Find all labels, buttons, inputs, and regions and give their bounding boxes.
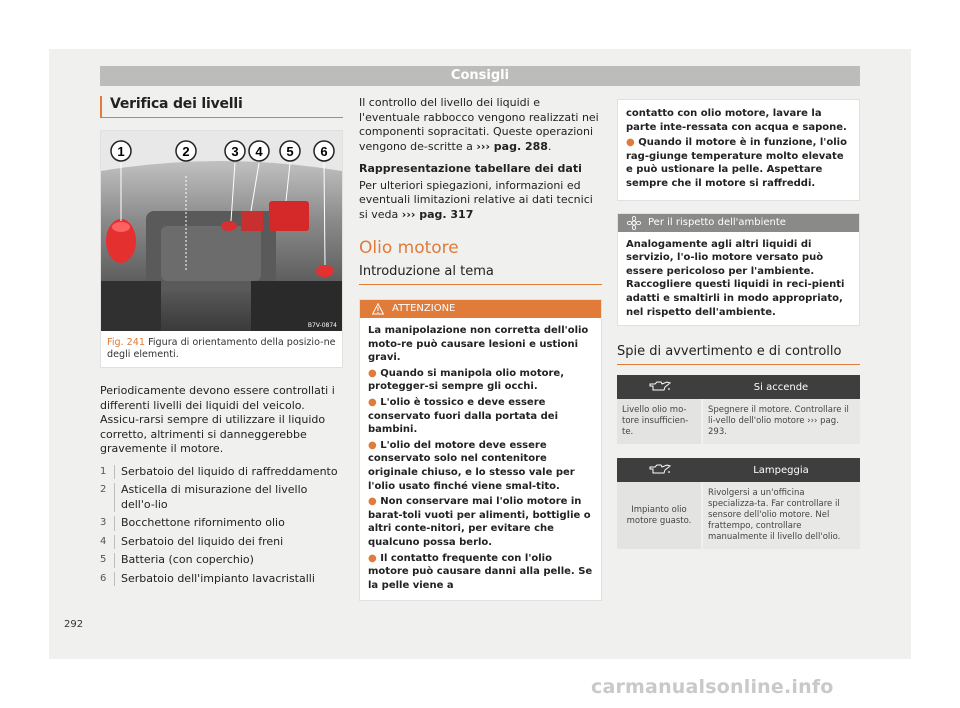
chapter-title: Olio motore [359, 238, 459, 258]
item-text: Serbatoio del liquido di raffreddamento [121, 464, 338, 478]
watermark: carmanualsonline.info [591, 676, 834, 698]
oil-can-icon [617, 458, 702, 482]
component-list [100, 465, 343, 587]
callout-4 [249, 141, 269, 161]
warning-box [359, 299, 602, 601]
callout-1 [111, 141, 131, 161]
intro-paragraph: Periodicamente devono essere controllati i differenti livelli dei liquidi del veicolo. Assicu-rarsi sempre di utilizzare il liquido corretto, altrimenti si danneggerebbe gravemente il motore. [100, 384, 335, 455]
item-text: Bocchettone rifornimento olio [121, 516, 285, 529]
table-cell: Livello olio mo-tore insufficien-te. [617, 399, 702, 444]
item-number: 6 [100, 572, 115, 587]
figure-number: Fig. 241 [107, 337, 145, 348]
item-text: Batteria (con coperchio) [121, 553, 254, 566]
page-reference-link[interactable]: ››› pag. 288 [476, 139, 548, 153]
item-number: 3 [100, 516, 115, 531]
column-left [100, 96, 343, 590]
callout-6 [314, 141, 334, 161]
warning-triangle-icon [372, 303, 384, 315]
paragraph-text: Per ulteriori spiegazioni, informazioni ed eventuali limitazioni relative ai dati tecnici si veda [359, 178, 593, 221]
paragraph-text: Il controllo del livello dei liquidi e l'eventuale rabbocco vengono realizzati nei componenti sopracitati. Queste operazioni vengono de-scritte a [359, 96, 599, 153]
column-middle [359, 96, 602, 601]
list-item [100, 553, 343, 568]
environment-title: Per il rispetto dell'ambiente [648, 216, 786, 228]
list-item [100, 483, 343, 512]
svg-text:4: 4 [255, 144, 263, 159]
warning-continuation [617, 99, 860, 201]
oil-can-icon [617, 375, 702, 399]
item-text: Serbatoio del liquido dei freni [121, 534, 284, 548]
subsection-title: Introduzione al tema [359, 264, 602, 285]
page-reference-link[interactable]: ››› pag. 317 [401, 207, 474, 221]
environment-body: Analogamente agli altri liquidi di servizio, l'o-lio motore versato può essere pericoloso per l'ambiente. Raccogliere questi liquidi in reci-pienti adatti e smaltirli in modo appropriato, nel rispetto dell'ambiente. [626, 238, 845, 318]
section-title: Spie di avvertimento e di controllo [617, 344, 860, 365]
list-item [100, 465, 343, 480]
svg-text:5: 5 [286, 144, 294, 159]
list-item [100, 572, 343, 587]
chapter-header: Consigli [100, 66, 860, 86]
table-header: Si accende [702, 375, 860, 399]
table-cell: Rivolgersi a un'officina specializza-ta. Far controllare il sensore dell'olio motore. Nel frattempo, controllare manualmente il livello dell'olio. [702, 482, 860, 549]
warning-bullet: ● Quando si manipola olio motore, protegger-si sempre gli occhi. [368, 367, 565, 393]
item-text: Serbatoio dell'impianto lavacristalli [121, 571, 315, 585]
section-title: Verifica dei livelli [100, 96, 343, 118]
callout-3 [225, 141, 245, 161]
warning-lamp-table-flash [617, 458, 860, 549]
flower-icon [627, 216, 641, 230]
list-item [100, 516, 343, 531]
item-number: 2 [100, 483, 115, 512]
warning-bullet: ● L'olio del motore deve essere conservato solo nel contenitore originale chiuso, e lo stesso vale per l'olio usato finché viene smal-tito. [368, 439, 575, 492]
engine-bay-image [101, 131, 342, 331]
svg-text:3: 3 [231, 144, 239, 159]
item-number: 4 [100, 535, 115, 550]
warning-title: ATTENZIONE [392, 303, 456, 314]
svg-text:1: 1 [117, 144, 125, 159]
item-text: Asticella di misurazione del livello dell'o-lio [121, 483, 308, 511]
engine-figure [100, 130, 343, 368]
environment-header [618, 214, 859, 232]
page-number: 292 [64, 619, 84, 630]
table-data-heading: Rappresentazione tabellare dei dati [359, 162, 582, 175]
warning-bullet: ● Non conservare mai l'olio motore in barat-toli vuoti per alimenti, bottiglie o altri conte-nitori, per evitare che qualcuno possa berlo. [368, 496, 591, 548]
list-item [100, 535, 343, 550]
callout-5 [280, 141, 300, 161]
warning-continuation-text: contatto con olio motore, lavare la parte inte-ressata con acqua e sapone. [626, 108, 847, 133]
procedure-paragraph: Il controllo del livello dei liquidi e l'eventuale rabbocco vengono realizzati nei componenti sopracitati. Queste operazioni vengono de-scritte a ››› pag. 288. [359, 96, 599, 153]
table-header: Lampeggia [702, 458, 860, 482]
data-paragraph [359, 179, 602, 223]
table-cell: Spegnere il motore. Controllare il li-vello dell'olio motore ››› pag. 293. [702, 399, 860, 444]
item-number: 1 [100, 465, 115, 480]
table-cell: Impianto olio motore guasto. [617, 482, 702, 549]
warning-intro: La manipolazione non corretta dell'olio moto-re può causare lesioni e ustioni gravi. [368, 325, 589, 364]
figure-code: B7V-0874 [307, 322, 337, 329]
warning-bullet: ● Quando il motore è in funzione, l'olio rag-giunge temperature molto elevate e può ustionare la pelle. Aspettare sempre che il motore si raffreddi. [626, 137, 847, 189]
warning-header [360, 300, 601, 318]
warning-body [360, 318, 601, 600]
figure-caption [101, 331, 342, 367]
svg-text:2: 2 [182, 144, 190, 159]
warning-bullet: ● L'olio è tossico e deve essere conservato fuori dalla portata dei bambini. [368, 396, 559, 436]
svg-text:6: 6 [320, 144, 328, 159]
warning-lamp-table-on [617, 375, 860, 444]
item-number: 5 [100, 553, 115, 568]
page-reference-link[interactable]: ››› pag. 293. [708, 416, 839, 438]
column-right [617, 99, 860, 563]
warning-bullet: ● Il contatto frequente con l'olio motore può causare danni alla pelle. Se la pelle viene a [368, 552, 593, 591]
callout-2 [176, 141, 196, 161]
figure-caption-text: Figura di orientamento della posizio-ne degli elementi. [107, 337, 336, 360]
environment-box [617, 213, 860, 327]
